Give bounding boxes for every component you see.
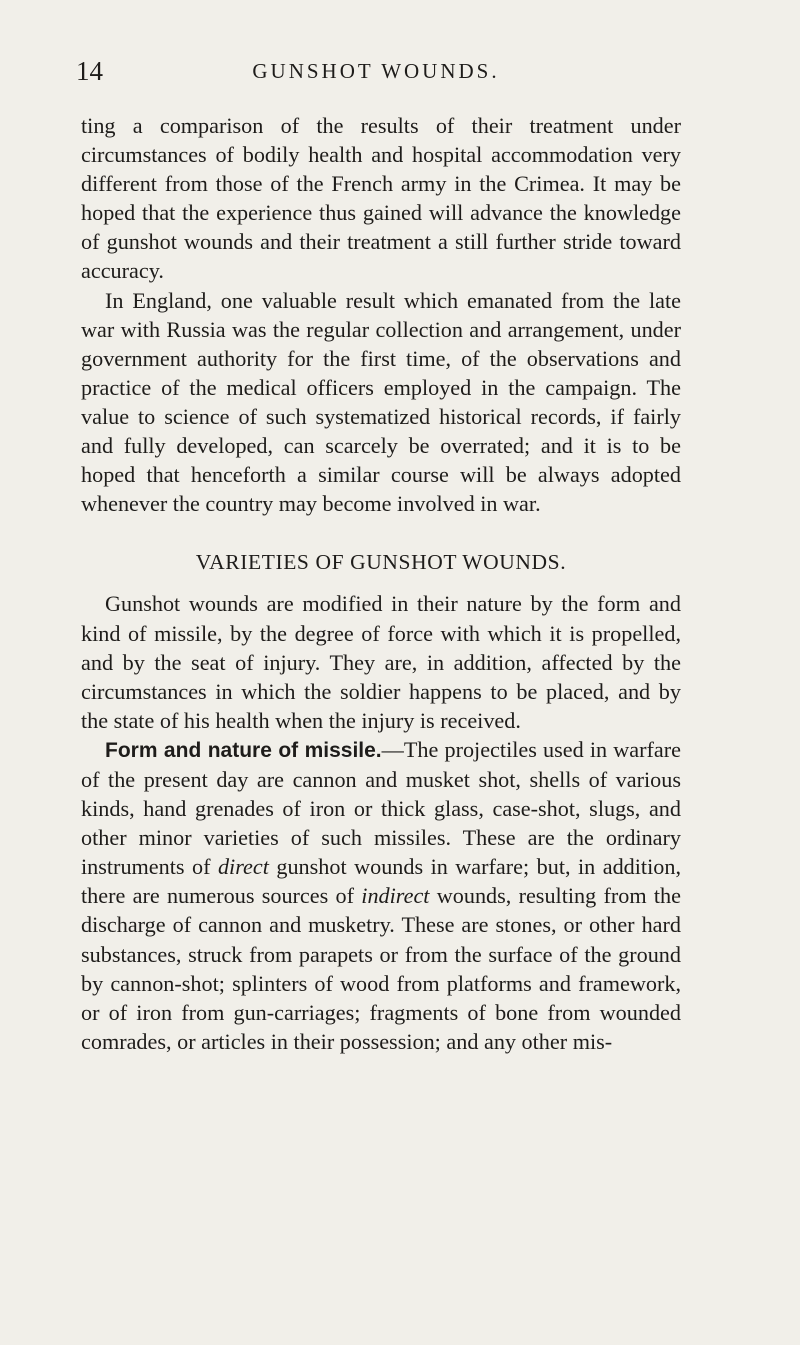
body-text [81, 111, 681, 1056]
paragraph: In England, one valuable result which emanated from the late war with Russia was the regular collection and arrangement, under government authority for the first time, of the observations and practice of the medical officers employed in the campaign. The value to science of such systematized historical records, if fairly and fully developed, can scarcely be overrated; and it is to be hoped that henceforth a similar course will be always adopted whenever the country may become involved in war. [81, 287, 681, 517]
paragraph-text: wounds, resulting from the discharge of cannon and musketry. These are stones, or other hard substances, struck from parapets or from the surface of the ground by cannon-shot; splinters of wood from platforms and framework, or of iron from gun-carriages; fragments of bone from wounded comrades, or articles in their possession; and any other mis- [81, 883, 681, 1054]
running-title: GUNSHOT WOUNDS. [252, 59, 500, 83]
emphasis-indirect: indirect [361, 883, 430, 909]
section-heading: VARIETIES OF GUNSHOT WOUNDS. [195, 550, 567, 575]
paragraph [81, 735, 681, 1056]
paragraph-text: gunshot wounds in warfare; but, in addition, there are numerous sources of [81, 854, 681, 909]
page-header [76, 56, 676, 86]
page-number: 14 [76, 56, 103, 86]
run-in-heading: Form and nature of missile. [105, 738, 382, 762]
emphasis-direct: direct [217, 854, 269, 880]
paragraph-text: —The projectiles used in warfare of the present day are cannon and musket shot, shells of various kinds, hand grenades of iron or thick glass, case-shot, slugs, and other minor varieties of such missiles. These are the ordinary instruments of [81, 736, 681, 880]
paragraph: ting a comparison of the results of their treatment under circumstances of bodily health and hospital accommodation very different from those of the French army in the Crimea. It may be hoped that the experience thus gained will advance the knowledge of gunshot wounds and their treatment a still further stride toward accuracy. [81, 113, 681, 284]
paragraph: Gunshot wounds are modified in their nature by the form and kind of missile, by the degree of force with which it is propelled, and by the seat of injury. They are, in addition, affected by the circumstances in which the soldier happens to be placed, and by the state of his health when the injury is received. [81, 591, 681, 733]
